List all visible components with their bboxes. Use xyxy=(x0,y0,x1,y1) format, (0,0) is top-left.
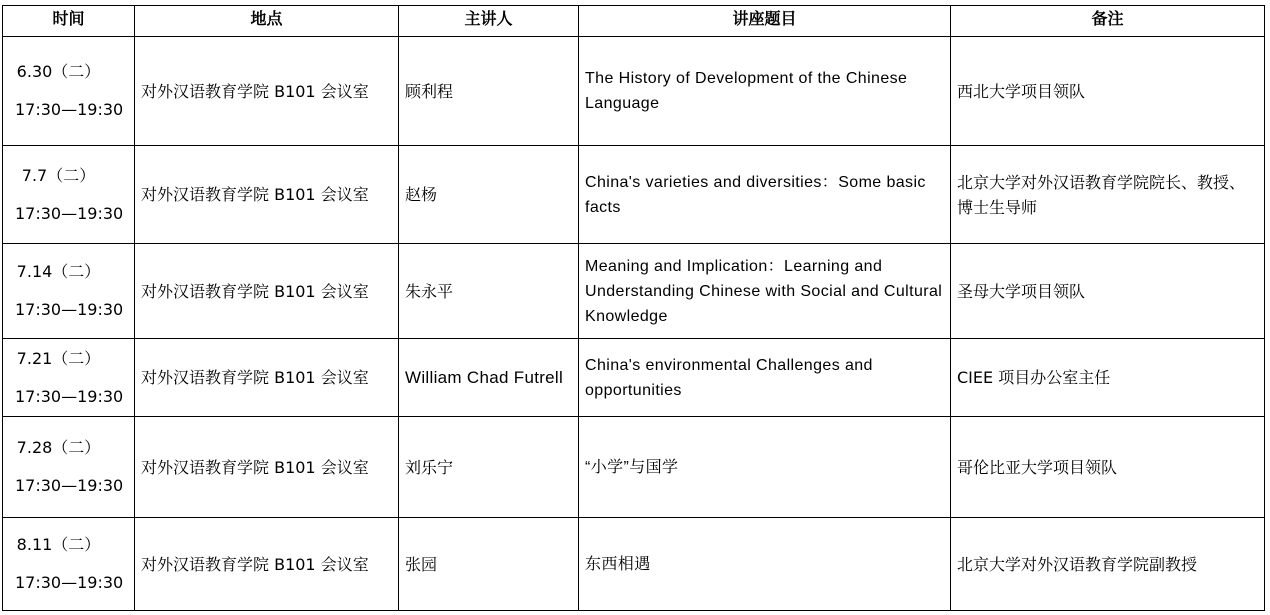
lecture-date: 6.30（二） xyxy=(16,62,101,81)
note-cell: 北京大学对外汉语教育学院副教授 xyxy=(951,518,1265,611)
topic-cell: “小学”与国学 xyxy=(579,417,951,518)
note-cell: 北京大学对外汉语教育学院院长、教授、博士生导师 xyxy=(951,146,1265,244)
lecture-date: 8.11（二） xyxy=(16,535,101,554)
note-cell: 圣母大学项目领队 xyxy=(951,244,1265,339)
speaker-cell: 刘乐宁 xyxy=(399,417,579,518)
lecture-hours: 17:30—19:30 xyxy=(15,203,124,223)
time-cell xyxy=(3,417,135,518)
header-speaker: 主讲人 xyxy=(399,6,579,37)
topic-cell: Meaning and Implication：Learning and Understanding Chinese with Social and Cultural Knowledge xyxy=(579,244,951,339)
speaker-cell: 顾利程 xyxy=(399,37,579,146)
speaker-cell: William Chad Futrell xyxy=(399,339,579,417)
place-cell: 对外汉语教育学院 B101 会议室 xyxy=(135,417,399,518)
time-cell xyxy=(3,518,135,611)
lecture-hours: 17:30—19:30 xyxy=(15,100,124,119)
lecture-date: 7.21（二） xyxy=(16,348,101,368)
lecture-schedule-table xyxy=(2,5,1265,611)
speaker-cell: 张园 xyxy=(399,518,579,611)
lecture-date: 7.7（二） xyxy=(21,165,96,185)
lecture-date: 7.28（二） xyxy=(16,438,101,457)
note-cell: 西北大学项目领队 xyxy=(951,37,1265,146)
speaker-cell: 朱永平 xyxy=(399,244,579,339)
place-cell: 对外汉语教育学院 B101 会议室 xyxy=(135,37,399,146)
speaker-cell: 赵杨 xyxy=(399,146,579,244)
table-header-row xyxy=(3,6,1265,37)
time-cell xyxy=(3,244,135,339)
lecture-hours: 17:30—19:30 xyxy=(15,476,124,495)
lecture-hours: 17:30—19:30 xyxy=(15,573,124,592)
lecture-hours: 17:30—19:30 xyxy=(15,386,124,406)
header-topic: 讲座题目 xyxy=(579,6,951,37)
table-row xyxy=(3,37,1265,146)
table-row xyxy=(3,417,1265,518)
table-row xyxy=(3,244,1265,339)
topic-cell: China's environmental Challenges and opportunities xyxy=(579,339,951,417)
lecture-date: 7.14（二） xyxy=(16,262,101,281)
table-row xyxy=(3,146,1265,244)
place-cell: 对外汉语教育学院 B101 会议室 xyxy=(135,146,399,244)
table-row xyxy=(3,339,1265,417)
time-cell xyxy=(3,146,135,244)
table-row xyxy=(3,518,1265,611)
header-time: 时间 xyxy=(3,6,135,37)
place-cell: 对外汉语教育学院 B101 会议室 xyxy=(135,339,399,417)
place-cell: 对外汉语教育学院 B101 会议室 xyxy=(135,244,399,339)
topic-cell: 东西相遇 xyxy=(579,518,951,611)
header-note: 备注 xyxy=(951,6,1265,37)
header-place: 地点 xyxy=(135,6,399,37)
note-cell: CIEE 项目办公室主任 xyxy=(951,339,1265,417)
lecture-hours: 17:30—19:30 xyxy=(15,300,124,319)
topic-cell: The History of Development of the Chinese Language xyxy=(579,37,951,146)
time-cell xyxy=(3,339,135,417)
time-cell xyxy=(3,37,135,146)
place-cell: 对外汉语教育学院 B101 会议室 xyxy=(135,518,399,611)
note-cell: 哥伦比亚大学项目领队 xyxy=(951,417,1265,518)
topic-cell: China's varieties and diversities：Some basic facts xyxy=(579,146,951,244)
